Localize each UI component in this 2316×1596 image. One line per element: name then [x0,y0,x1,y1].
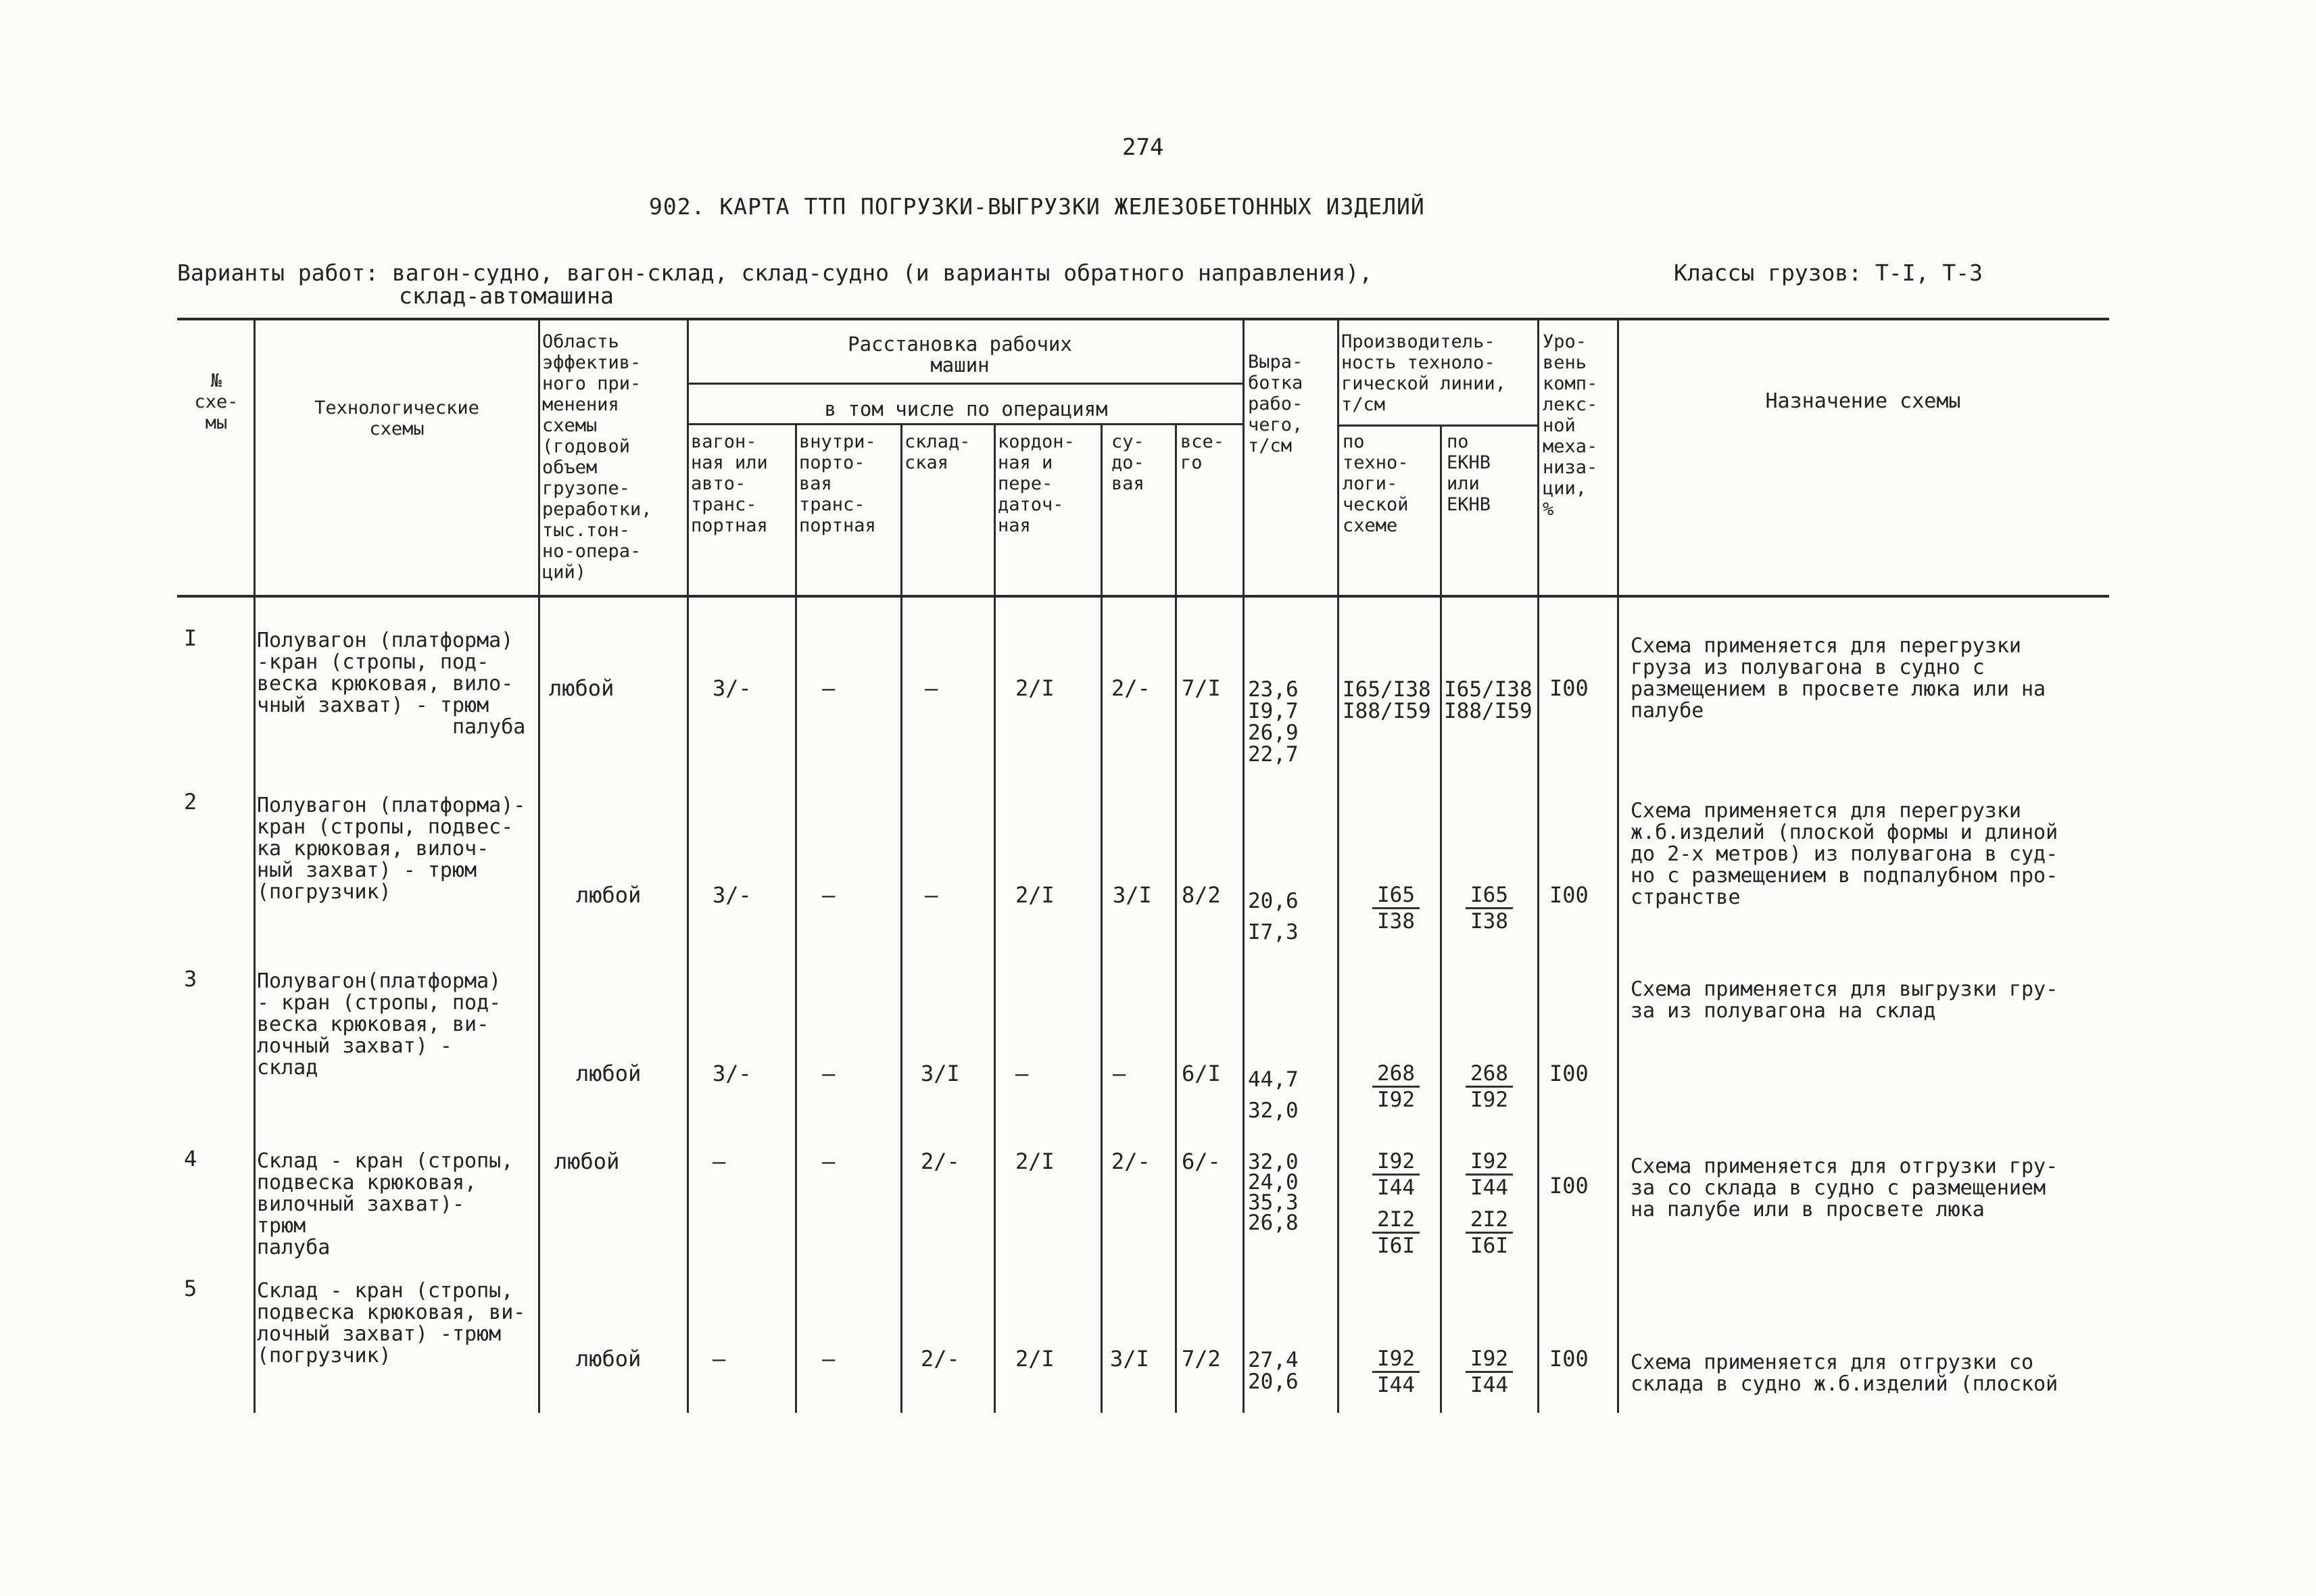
row-op-warehouse: 2/- [921,1346,960,1372]
row-prod-scheme: $\frac{I92}{I44}$ [1372,1149,1420,1200]
row-op-total: 7/2 [1182,1346,1221,1372]
row-op-total: 7/I [1182,675,1221,701]
header-prod-by-eknv: по ЕКНВ или ЕКНВ [1447,431,1491,515]
row-op-warehouse: 3/I [921,1061,960,1086]
row-prod-eknv: $\frac{268}{I92}$ [1466,1061,1513,1112]
row-mechanization: I00 [1549,675,1589,701]
row-number: I [184,625,197,651]
row-op-wagon: – [713,1148,726,1174]
row-op-cordon: 2/I [1015,1148,1055,1174]
row-op-wagon: – [713,1346,726,1372]
row-prod-scheme: I65/I38 I88/I59 [1343,677,1431,723]
row-prod-eknv: $\frac{I65}{I38}$ [1466,883,1513,934]
header-op-intraport: внутри- порто- вая транс- портная [799,431,876,536]
row-prod-scheme-2: $\frac{2I2}{I6I}$ [1372,1207,1420,1258]
row-number: 5 [184,1276,197,1301]
row-op-ship: 3/I [1110,1346,1149,1372]
row-purpose: Схема применяется для перегрузки груза из полувагона в судно с размещением в просвете люка или на палубе [1631,634,2046,723]
row-op-wagon: 3/- [713,675,752,701]
row-op-ship: – [1113,1061,1126,1086]
row-area: любой [549,675,614,701]
header-op-wagon: вагон- ная или авто- транс- портная [691,431,768,536]
row-op-ship: 3/I [1113,882,1152,908]
row-op-intraport: – [822,882,836,908]
row-op-intraport: – [822,1346,836,1372]
row-op-total: 6/- [1182,1148,1221,1174]
row-area: любой [576,882,642,908]
header-application-area: Область эффектив- ного при- менения схемы (годовой объем грузопе- реработки, тыс.тон- но-опера- ций) [542,331,652,583]
header-worker-output: Выра- ботка рабо- чего, т/см [1248,352,1303,456]
row-scheme: Полувагон (платформа)- кран (стропы, подвес- ка крюковая, вилоч- ный захват) - трюм (погрузчик) [257,794,526,904]
row-prod-scheme: $\frac{268}{I92}$ [1372,1061,1420,1112]
row-mechanization: I00 [1549,882,1589,908]
row-mechanization: I00 [1549,1173,1589,1199]
row-op-total: 6/I [1182,1061,1221,1086]
row-prod-eknv: $\frac{I92}{I44}$ [1466,1347,1513,1397]
row-mechanization: I00 [1549,1061,1589,1086]
row-area: любой [554,1148,620,1174]
row-scheme: Склад - кран (стропы, подвеска крюковая, вилочный захват)- трюм палуба [257,1149,514,1259]
row-op-intraport: – [822,675,836,701]
row-op-ship: 2/- [1111,675,1151,701]
row-scheme: Склад - кран (стропы, подвеска крюковая, ви- лочный захват) -трюм (погрузчик) [257,1279,526,1368]
row-output: 20,6 I7,3 [1248,889,1299,944]
row-op-intraport: – [822,1061,836,1086]
row-number: 3 [184,966,197,992]
header-productivity: Производитель- ность техноло- гической линии, т/см [1341,331,1506,415]
row-prod-scheme: $\frac{I92}{I44}$ [1372,1347,1420,1397]
header-op-warehouse: склад- ская [904,431,971,473]
row-number: 2 [184,789,197,815]
row-op-wagon: 3/- [713,1061,752,1086]
header-op-cordon: кордон- ная и пере- даточ- ная [998,431,1075,536]
row-output: 27,4 20,6 [1248,1348,1299,1394]
row-op-intraport: – [822,1148,836,1174]
header-scheme-purpose: Назначение схемы [1765,389,1961,413]
page-number: 274 [1122,134,1164,161]
row-op-total: 8/2 [1182,882,1221,908]
row-mechanization: I00 [1549,1346,1589,1372]
row-prod-eknv: I65/I38 I88/I59 [1444,677,1533,723]
header-machine-placement: Расстановка рабочих машин [848,333,1072,377]
row-prod-eknv-2: $\frac{2I2}{I6I}$ [1466,1207,1513,1258]
page-title: 902. КАРТА ТТП ПОГРУЗКИ-ВЫГРУЗКИ ЖЕЛЕЗОБЕТОННЫХ ИЗДЕЛИЙ [649,193,1425,220]
row-prod-eknv: $\frac{I92}{I44}$ [1466,1149,1513,1200]
row-op-cordon: 2/I [1015,1346,1055,1372]
row-purpose: Схема применяется для выгрузки гру- за из полувагона на склад [1631,977,2058,1023]
row-op-warehouse: 2/- [921,1148,960,1174]
header-mechanization-level: Уро- вень комп- лекс- ной меха- низа- ции, % [1543,331,1598,520]
row-op-warehouse: – [925,675,938,701]
row-scheme: Полувагон(платформа) - кран (стропы, под- веска крюковая, ви- лочный захват) - склад [257,969,502,1080]
row-purpose: Схема применяется для перегрузки ж.б.изделий (плоской формы и длиной до 2-х метров) из полувагона в суд- но с размещением в подпалубном про- странстве [1631,799,2058,909]
header-op-ship: су- до- вая [1111,431,1144,494]
row-output: 23,6 I9,7 26,9 22,7 [1248,677,1299,767]
work-variants-cont: склад-автомашина [399,283,614,309]
row-op-cordon: – [1015,1061,1029,1086]
cargo-classes: Классы грузов: Т-I, Т-3 [1674,260,1983,286]
header-op-total: все- го [1180,431,1225,473]
header-technological-schemes: Технологические схемы [314,397,479,439]
row-area: любой [576,1346,642,1372]
header-by-operations: в том числе по операциям [824,397,1108,420]
row-op-ship: 2/- [1111,1148,1151,1174]
row-prod-scheme: $\frac{I65}{I38}$ [1372,883,1420,934]
row-op-cordon: 2/I [1015,675,1055,701]
row-scheme: Полувагон (платформа) -кран (стропы, под- веска крюковая, вило- чный захват) - трюм палуба [257,629,526,739]
row-output: 44,7 32,0 [1248,1067,1299,1123]
header-scheme-number: № схе- мы [194,370,239,433]
row-area: любой [576,1061,642,1086]
row-op-cordon: 2/I [1015,882,1055,908]
header-prod-by-scheme: по техно- логи- ческой схеме [1343,431,1409,536]
row-op-warehouse: – [925,882,938,908]
row-number: 4 [184,1146,197,1171]
work-variants: Варианты работ: вагон-судно, вагон-склад, склад-судно (и варианты обратного направления), [177,260,1373,286]
row-op-wagon: 3/- [713,882,752,908]
row-purpose: Схема применяется для отгрузки со склада в судно ж.б.изделий (плоской [1631,1351,2058,1396]
row-purpose: Схема применяется для отгрузки гру- за со склада в судно с размещением на палубе или в просвете люка [1631,1155,2058,1222]
row-output: 32,0 24,0 35,3 26,8 [1248,1150,1299,1235]
